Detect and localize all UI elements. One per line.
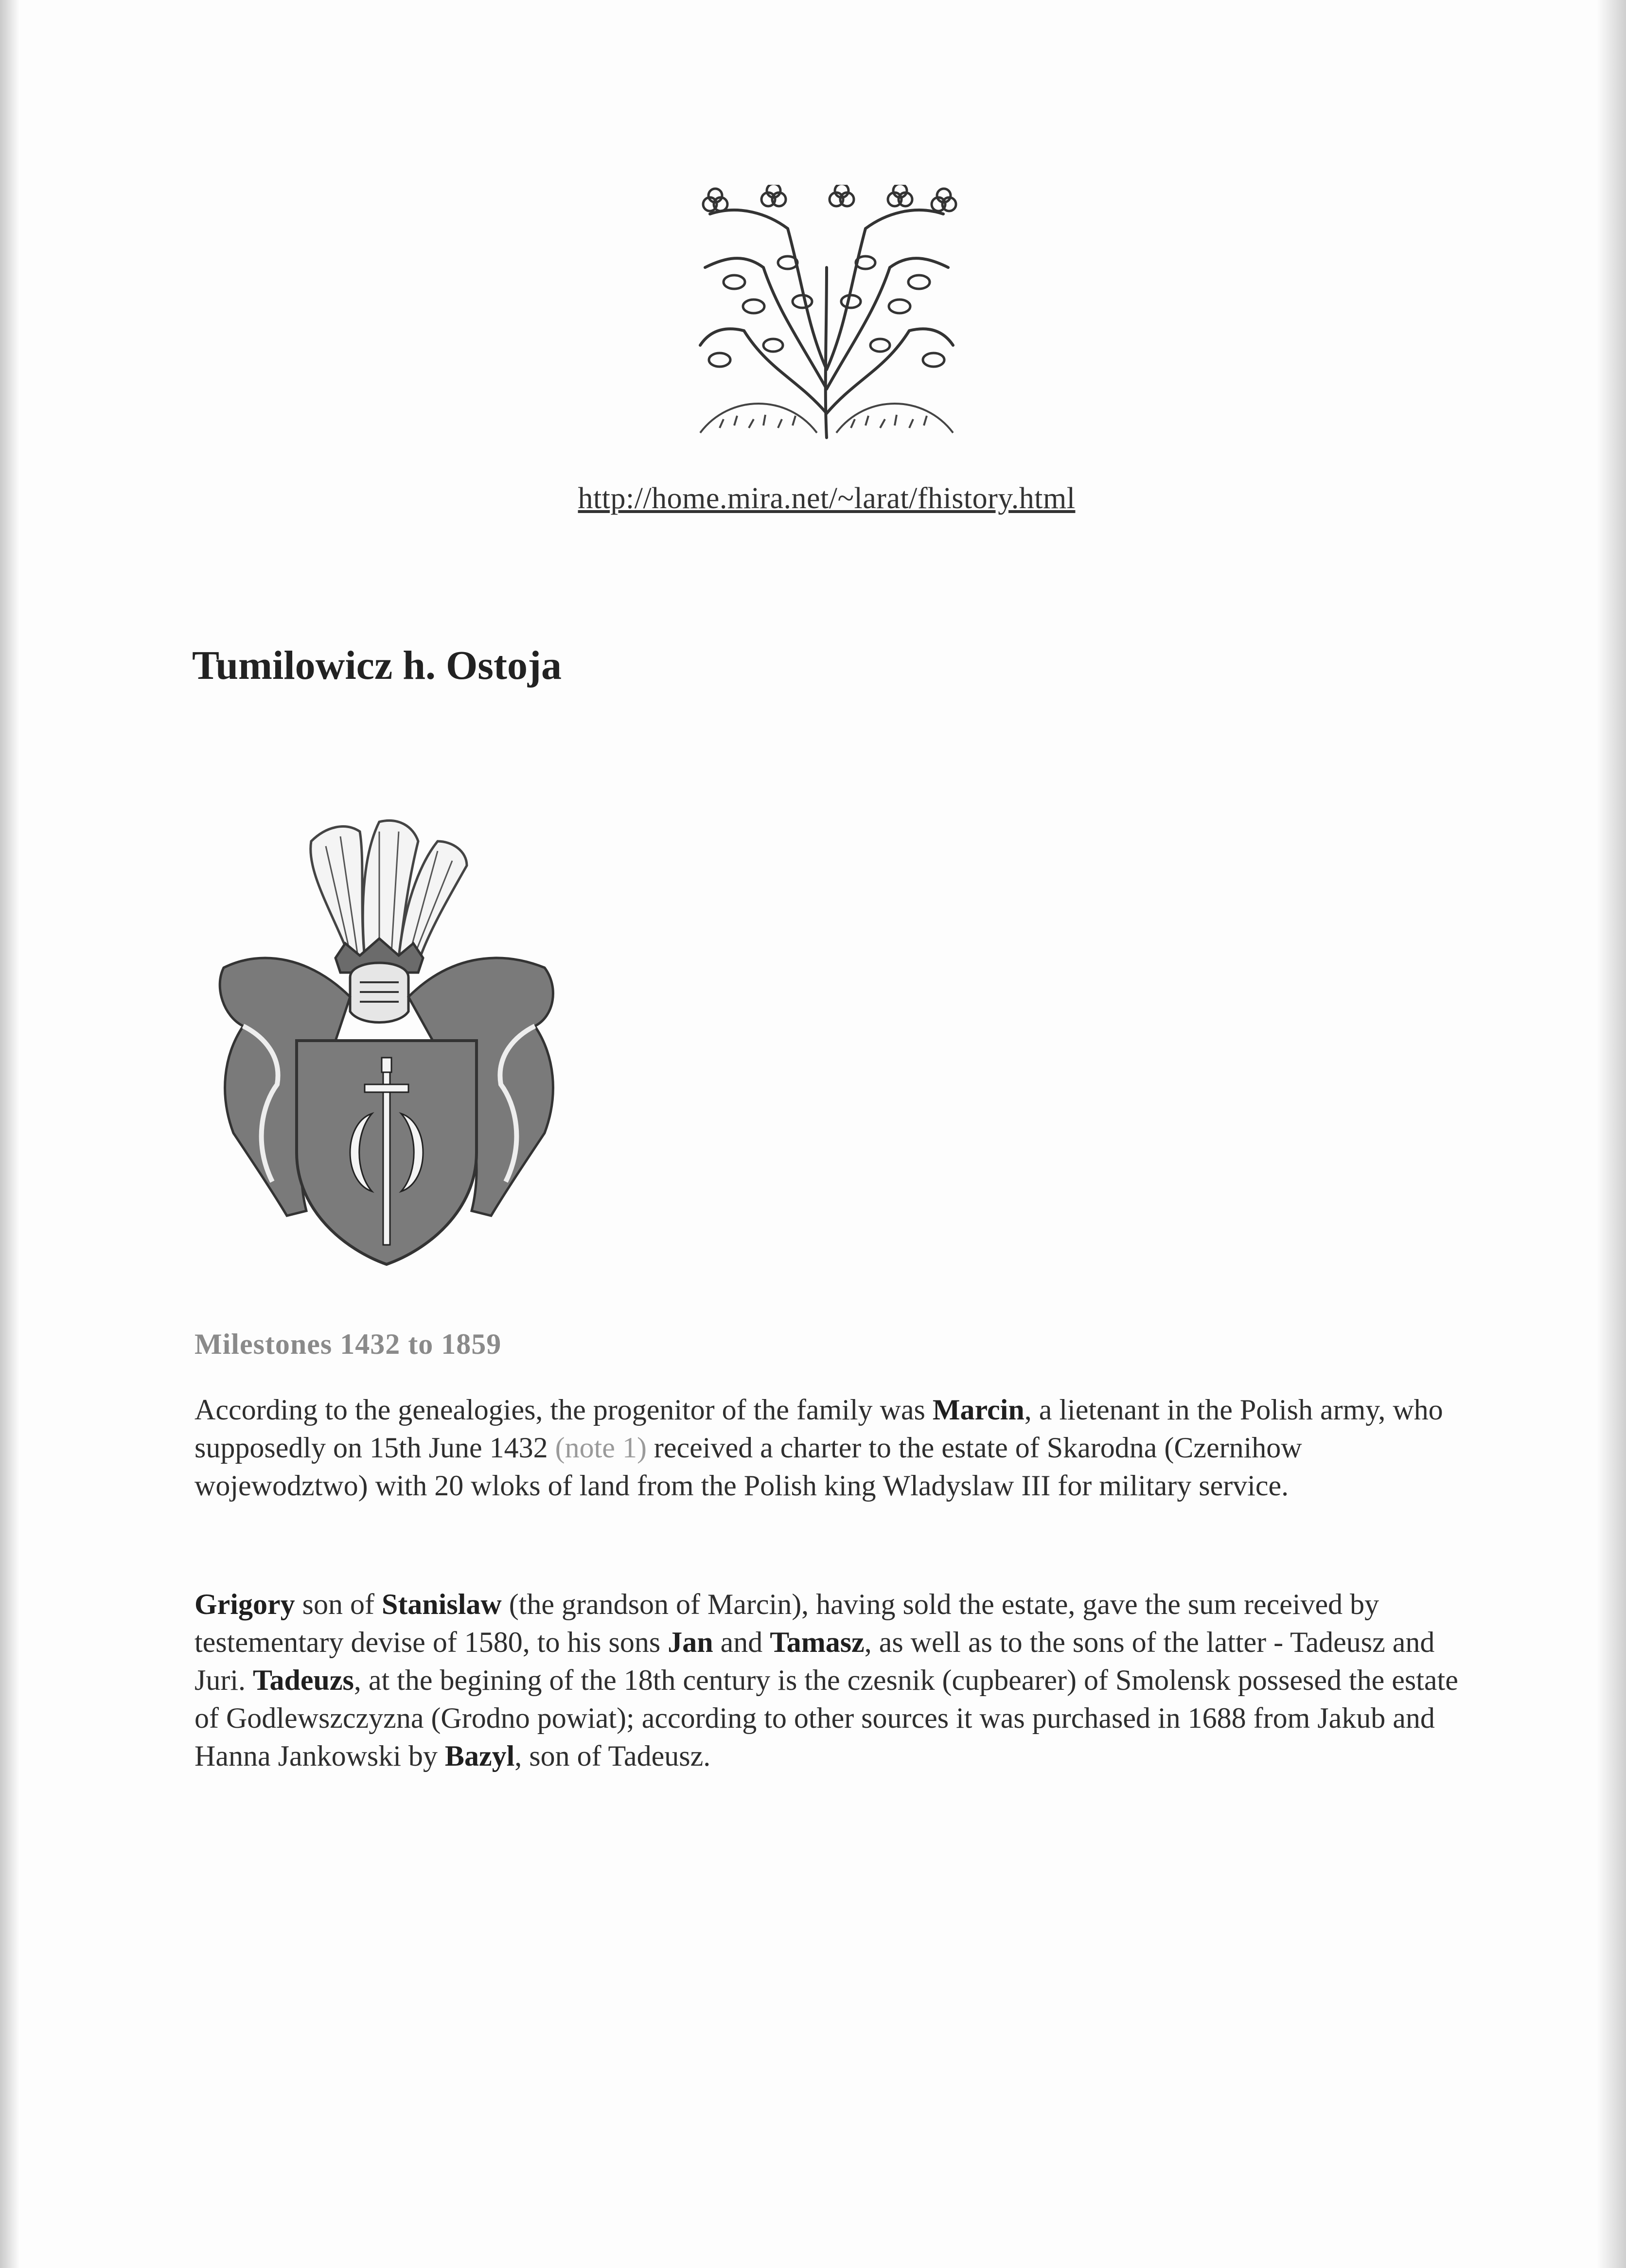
tree-ornament-image (690, 185, 963, 447)
text: , as well as to the sons of the latter - Tadeusz and Juri. (194, 1626, 1435, 1696)
text: and (713, 1626, 770, 1658)
paragraph-descendants (194, 1585, 1468, 1775)
coat-of-arms-image (204, 812, 574, 1269)
text: received a charter to the estate of Skarodna (Czernihow wojewodztwo) with 20 wloks of land from the Polish king Wladyslaw III for military service. (194, 1432, 1302, 1502)
source-url-link[interactable]: http://home.mira.net/~larat/fhistory.html (578, 482, 1076, 515)
scan-edge-right (1597, 0, 1626, 2268)
paragraph-progenitor (194, 1391, 1468, 1505)
name-tadeuzs: Tadeuzs (253, 1664, 354, 1696)
text: son of (295, 1588, 382, 1620)
name-jan: Jan (668, 1626, 713, 1658)
page-title: Tumilowicz h. Ostoja (192, 643, 562, 688)
text: (the grandson of Marcin), having sold the estate, gave the sum received by testementary devise of 1580, to his sons (194, 1588, 1379, 1658)
name-stanislaw: Stanislaw (381, 1588, 502, 1620)
text: According to the genealogies, the progenitor of the family was (194, 1394, 933, 1426)
text: , a lietenant in the Polish army, who supposedly on 15th June 1432 (194, 1394, 1443, 1464)
name-marcin: Marcin (932, 1394, 1025, 1426)
scan-edge-left (0, 0, 19, 2268)
note-reference[interactable]: (note 1) (555, 1432, 647, 1464)
section-heading: Milestones 1432 to 1859 (194, 1328, 502, 1360)
name-grigory: Grigory (194, 1588, 295, 1620)
name-bazyl: Bazyl (444, 1740, 515, 1772)
text: , at the begining of the 18th century is the czesnik (cupbearer) of Smolensk possesed the estate of Godlewszczyzna (Grodno powiat); according to other sources it was purchased in 1688 from Jakub and Hanna Jankowski by (194, 1664, 1458, 1772)
text: , son of Tadeusz. (514, 1740, 711, 1772)
name-tamasz: Tamasz (770, 1626, 865, 1658)
